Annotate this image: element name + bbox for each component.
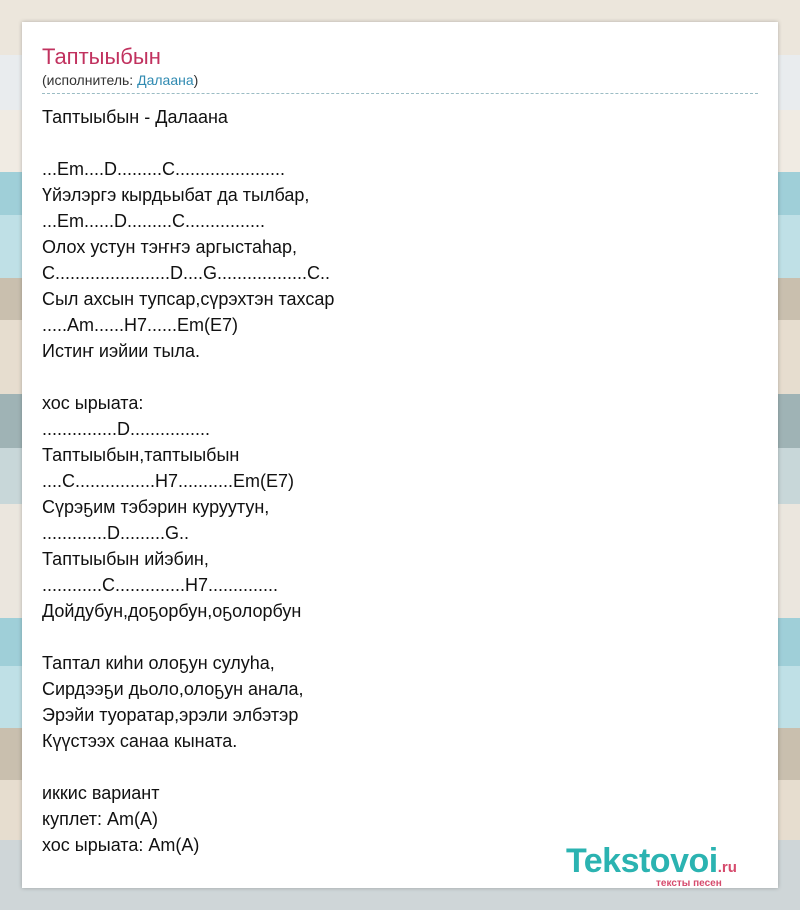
lyric-line: хос ырыата:	[42, 393, 144, 413]
song-header	[42, 44, 758, 94]
lyric-line: .............D.........G..	[42, 523, 190, 543]
logo-subtitle: тексты песен	[656, 878, 722, 889]
lyric-line: Дойдубун,доҕорбун,оҕолорбун	[42, 601, 302, 621]
artist-link[interactable]: Далаана	[137, 72, 194, 88]
lyric-line: C.......................D....G..................C..	[42, 263, 331, 283]
site-logo[interactable]	[566, 844, 776, 888]
lyric-line: ....C................H7...........Em(E7)	[42, 471, 295, 491]
lyric-line: Эрэйи туоратар,эрэли элбэтэр	[42, 705, 299, 725]
lyric-line: Таптал киһи олоҕун сулуһа,	[42, 653, 275, 673]
artist-suffix: )	[193, 72, 199, 88]
lyric-line: Сүрэҕим тэбэрин куруутун,	[42, 497, 270, 517]
lyric-line: ...Em......D.........C................	[42, 211, 266, 231]
lyric-line: куплет: Am(A)	[42, 809, 158, 829]
lyric-line: хос ырыата: Am(A)	[42, 835, 200, 855]
lyric-line	[42, 624, 758, 650]
lyric-line	[42, 130, 758, 156]
logo-tld: .ru	[717, 859, 737, 876]
lyric-line: Таптыыбын - Далаана	[42, 107, 228, 127]
lyric-line: Истиҥ иэйии тыла.	[42, 341, 201, 361]
lyric-line	[42, 364, 758, 390]
lyric-line: ............C..............H7..............	[42, 575, 279, 595]
lyric-line: иккис вариант	[42, 783, 160, 803]
artist-prefix: (исполнитель:	[42, 72, 138, 88]
lyric-line	[42, 754, 758, 780]
lyric-line: .....Am......H7......Em(E7)	[42, 315, 239, 335]
lyric-line: Күүстээх санаа кыната.	[42, 731, 238, 751]
lyrics-text	[42, 104, 758, 858]
lyric-line: Таптыыбын ийэбин,	[42, 549, 209, 569]
logo-main-text: Tekstovoi	[566, 842, 718, 880]
lyrics-card	[22, 22, 778, 888]
lyric-line: Сыл ахсын тупсар,сүрэхтэн тахсар	[42, 289, 335, 309]
lyric-line: ...............D................	[42, 419, 211, 439]
lyric-line: Сирдээҕи дьоло,олоҕун анала,	[42, 679, 304, 699]
lyric-line: Үйэлэргэ кырдьыбат да тылбар,	[42, 185, 310, 205]
lyric-line: Олох устун тэҥҥэ аргыстаһар,	[42, 237, 298, 257]
song-title: Таптыыбын	[42, 44, 161, 69]
lyric-line: Таптыыбын,таптыыбын	[42, 445, 240, 465]
lyric-line: ...Em....D.........C......................	[42, 159, 286, 179]
artist-line	[42, 71, 758, 89]
